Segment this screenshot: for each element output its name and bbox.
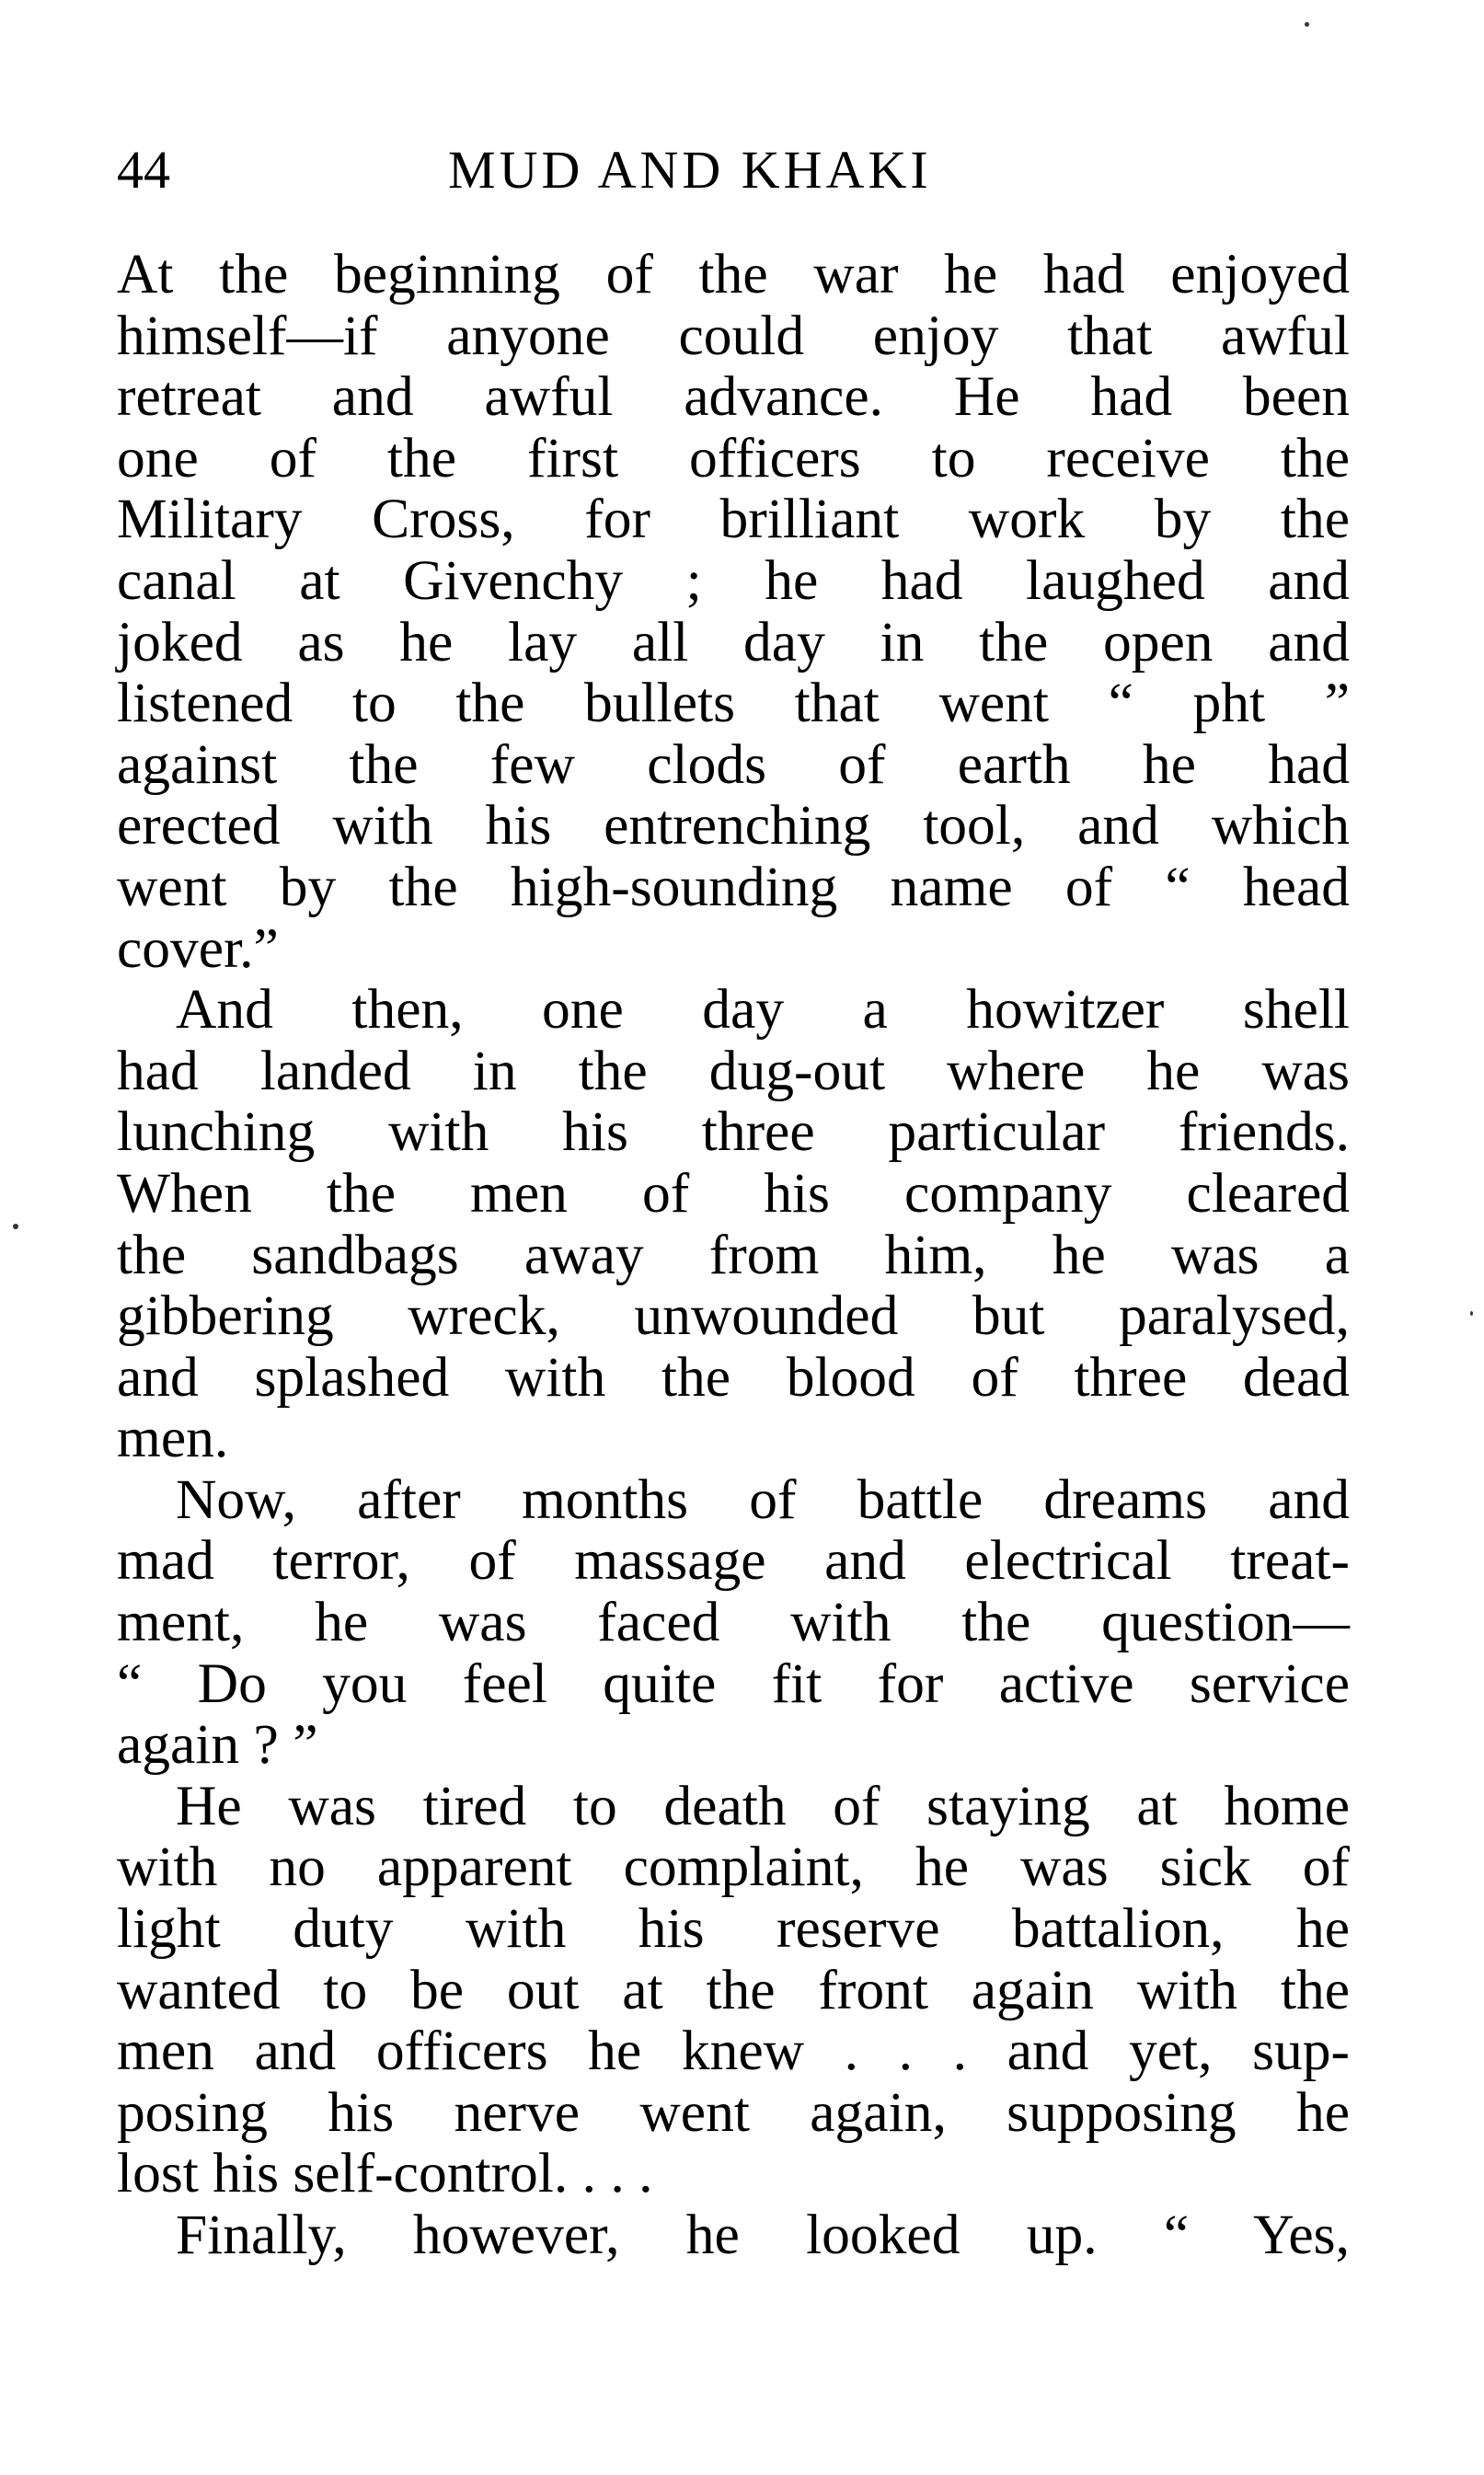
paragraph bbox=[117, 244, 1350, 979]
text-line: He was tired to death of staying at home bbox=[176, 1774, 1350, 1837]
text-line: wanted to be out at the front again with the bbox=[117, 1958, 1350, 2021]
text-line: mad terror, of massage and electrical treat- bbox=[117, 1529, 1350, 1593]
text-line: Military Cross, for brilliant work by the bbox=[117, 488, 1350, 551]
text-line: Finally, however, he looked up. “ Yes, bbox=[176, 2204, 1350, 2266]
page-number: 44 bbox=[117, 140, 170, 200]
text-line: erected with his entrenching tool, and which bbox=[117, 794, 1350, 858]
paragraph bbox=[117, 1469, 1350, 1776]
page-header bbox=[117, 138, 1350, 202]
scan-speck bbox=[13, 1224, 18, 1229]
text-line: “ Do you feel quite fit for active service bbox=[117, 1652, 1350, 1715]
text-line: the sandbags away from him, he was a bbox=[117, 1223, 1350, 1286]
text-line: men. bbox=[117, 1407, 229, 1470]
text-line: and splashed with the blood of three dead bbox=[117, 1345, 1350, 1409]
text-line: went by the high-sounding name of “ head bbox=[117, 855, 1350, 918]
text-line: When the men of his company cleared bbox=[117, 1161, 1350, 1225]
text-line: listened to the bullets that went “ pht ” bbox=[117, 672, 1350, 735]
scan-speck bbox=[1470, 1311, 1473, 1316]
text-line: one of the first officers to receive the bbox=[117, 426, 1350, 489]
paragraph bbox=[117, 2204, 1350, 2266]
paragraph bbox=[117, 1776, 1350, 2204]
text-line: lunching with his three particular friends. bbox=[117, 1100, 1350, 1164]
text-line: again ? ” bbox=[117, 1713, 318, 1777]
text-line: retreat and awful advance. He had been bbox=[117, 365, 1350, 429]
text-line: with no apparent complaint, he was sick of bbox=[117, 1836, 1350, 1899]
text-line: lost his self-control. . . . bbox=[117, 2142, 653, 2205]
text-line: And then, one day a howitzer shell bbox=[176, 978, 1350, 1042]
paragraph bbox=[117, 979, 1350, 1469]
scan-speck bbox=[1305, 22, 1309, 27]
text-line: cover.” bbox=[117, 916, 279, 980]
text-line: himself—if anyone could enjoy that awful bbox=[117, 304, 1350, 367]
body-text bbox=[117, 244, 1350, 2266]
text-line: At the beginning of the war he had enjoyed bbox=[117, 243, 1350, 305]
text-line: ment, he was faced with the question— bbox=[117, 1591, 1350, 1654]
text-line: Now, after months of battle dreams and bbox=[176, 1468, 1350, 1531]
text-line: light duty with his reserve battalion, he bbox=[117, 1897, 1350, 1961]
text-line: posing his nerve went again, supposing he bbox=[117, 2080, 1350, 2144]
text-line: men and officers he knew . . . and yet, sup- bbox=[117, 2020, 1350, 2083]
running-title: MUD AND KHAKI bbox=[448, 140, 932, 200]
text-line: joked as he lay all day in the open and bbox=[117, 610, 1350, 673]
text-line: gibbering wreck, unwounded but paralysed, bbox=[117, 1284, 1350, 1348]
text-line: canal at Givenchy ; he had laughed and bbox=[117, 548, 1350, 612]
text-line: against the few clods of earth he had bbox=[117, 732, 1350, 796]
text-line: had landed in the dug-out where he was bbox=[117, 1039, 1350, 1102]
